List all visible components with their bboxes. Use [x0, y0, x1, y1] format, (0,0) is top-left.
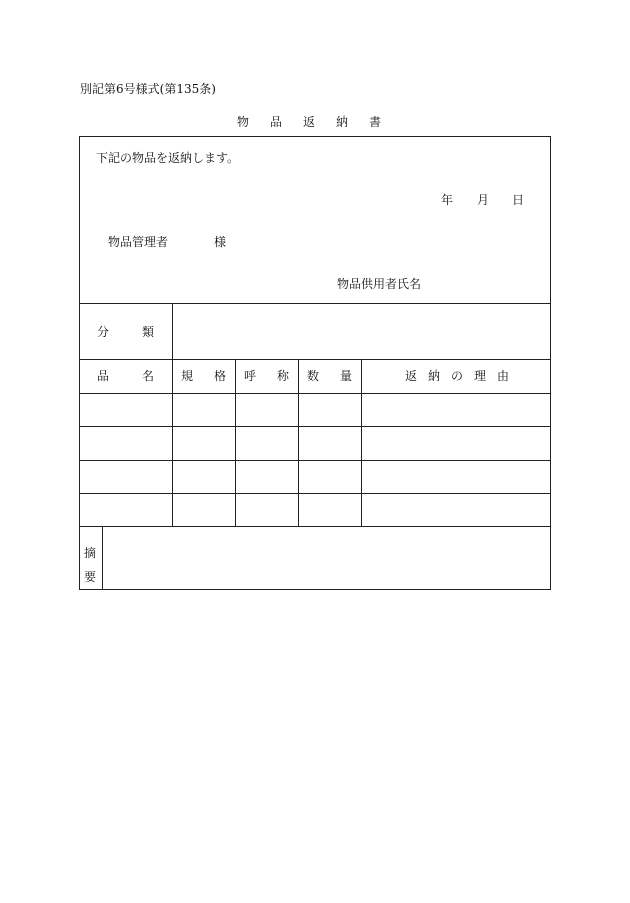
column-header-spec: 規 格 [181, 369, 226, 383]
divider-row-3 [79, 493, 551, 494]
column-rule-1 [172, 303, 173, 526]
divider-row-4 [79, 526, 551, 527]
addressee-honorific: 様 [214, 235, 227, 249]
notes-label: 摘 要 [84, 546, 97, 584]
column-header-name: 品 名 [97, 369, 154, 383]
category-label: 分 類 [97, 325, 154, 339]
column-header-designation: 呼 称 [244, 369, 289, 383]
form-reference: 別記第6号様式(第135条) [80, 82, 216, 96]
date-month-label: 月 [477, 193, 490, 207]
addressee-label: 物品管理者 [108, 235, 169, 249]
date-day-label: 日 [512, 193, 525, 207]
column-rule-2 [235, 359, 236, 526]
intro-text: 下記の物品を返納します。 [96, 151, 240, 165]
column-header-reason: 返 納 の 理 由 [405, 369, 509, 383]
divider-columns [79, 393, 551, 394]
divider-category [79, 359, 551, 360]
divider-row-1 [79, 426, 551, 427]
column-rule-3 [298, 359, 299, 526]
column-header-quantity: 数 量 [307, 369, 352, 383]
user-name-label: 物品供用者氏名 [337, 277, 422, 291]
column-rule-4 [361, 359, 362, 526]
divider-header [79, 303, 551, 304]
document-title: 物品返納書 [237, 115, 403, 129]
date-year-label: 年 [441, 193, 454, 207]
notes-rule [102, 526, 103, 590]
divider-row-2 [79, 460, 551, 461]
